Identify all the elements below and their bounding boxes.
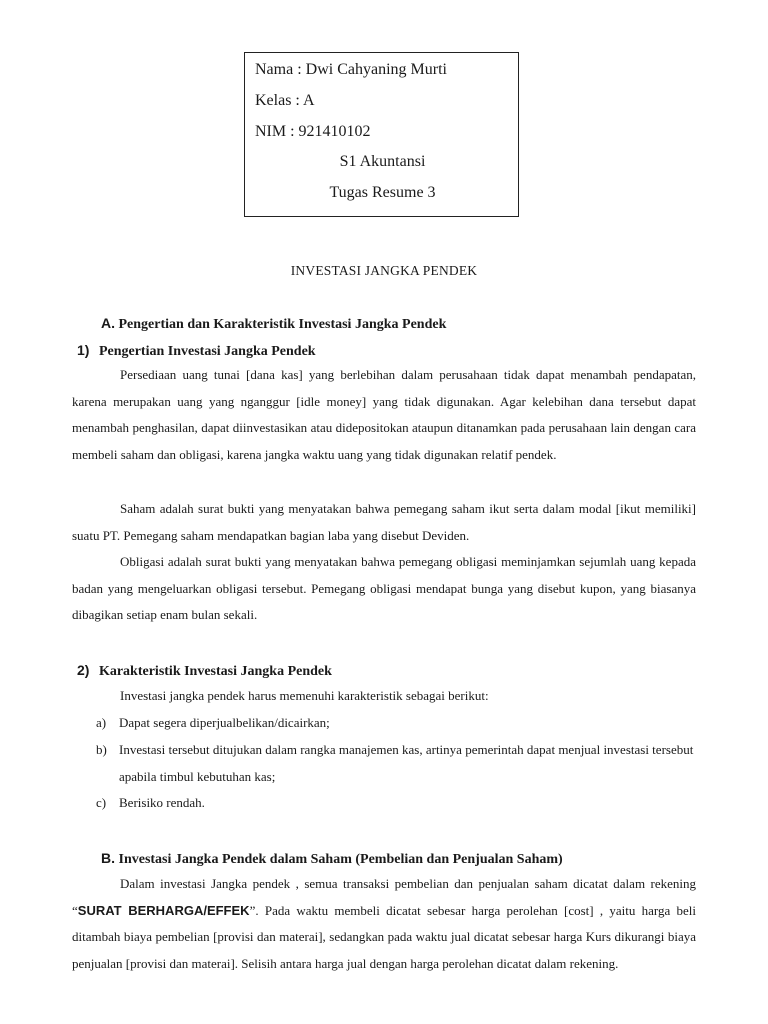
list-marker: c) — [96, 795, 107, 810]
subsection-2-heading — [77, 661, 332, 681]
surat-berharga-term: SURAT BERHARGA/EFFEK — [77, 902, 250, 918]
paragraph-obligasi: Obligasi adalah surat bukti yang menyatakan bahwa pemegang obligasi meminjamkan sejumlah uang kepada badan yang mengeluarkan obligasi tersebut. Pemegang obligasi mendapat bunga yang disebut kupon, yang biasanya dibagikan setiap enam bulan sekali. — [72, 554, 696, 623]
list-item-text: Berisiko rendah. — [119, 795, 205, 810]
section-b-heading-text: Investasi Jangka Pendek dalam Saham (Pembelian dan Penjualan Saham) — [118, 852, 563, 867]
student-nim: NIM : 921410102 — [255, 123, 371, 140]
list-marker: a) — [96, 715, 107, 730]
section-a-heading — [101, 314, 446, 334]
paragraph-definition: Persediaan uang tunai [dana kas] yang berlebihan dalam perusahaan tidak dapat menambah pendapatan, karena merupakan uang yang nganggur [idle money] yang tidak digunakan. Agar kelebihan dana tersebut dapat menambah penghasilan, dapat diinvestasikan atau didepositokan ataupun ditanamkan pada perusahaan lain dengan cara membeli saham dan obligasi, karena jangka waktu uang yang tidak digunakan relatif pendek. — [72, 367, 696, 463]
subsection-1-heading — [77, 341, 316, 361]
paragraph-saham-transactions — [72, 871, 696, 978]
document-title: INVESTASI JANGKA PENDEK — [290, 263, 478, 278]
study-program: S1 Akuntansi — [339, 153, 426, 170]
section-b-heading — [101, 849, 563, 869]
characteristics-intro: Investasi jangka pendek harus memenuhi karakteristik sebagai berikut: — [120, 688, 489, 703]
list-marker: b) — [96, 742, 107, 757]
list-item — [72, 737, 696, 790]
subsection-2-marker: 2) — [77, 662, 90, 678]
list-item — [72, 790, 696, 817]
subsection-1-marker: 1) — [77, 342, 90, 358]
list-item — [72, 710, 696, 737]
section-a-marker: A. — [101, 315, 115, 331]
student-name: Nama : Dwi Cahyaning Murti — [255, 61, 447, 78]
paragraph-saham: Saham adalah surat bukti yang menyatakan bahwa pemegang saham ikut serta dalam modal [ikut memiliki] suatu PT. Pemegang saham mendapatkan bagian laba yang disebut Deviden. — [72, 501, 696, 543]
paragraph-text-before: Dalam investasi Jangka pendek , semua transaksi pembelian dan penjualan saham dicatat dalam rekening “ — [72, 876, 696, 918]
list-item-text: Dapat segera diperjualbelikan/dicairkan; — [119, 715, 330, 730]
section-a-heading-text: Pengertian dan Karakteristik Investasi Jangka Pendek — [118, 317, 447, 332]
paragraph-text-after: ”. Pada waktu membeli dicatat sebesar harga perolehan [cost] , yaitu harga beli ditambah biaya pembelian [provisi dan materai], sedangkan pada waktu jual dicatat sebesar harga Kurs dikurangi biaya penjualan [provisi dan materai]. Selisih antara harga jual dengan harga perolehan dicatat dalam rekening. — [72, 902, 696, 972]
subsection-2-heading-text: Karakteristik Investasi Jangka Pendek — [98, 664, 332, 679]
list-item-text: Investasi tersebut ditujukan dalam rangka manajemen kas, artinya pemerintah dapat menjual investasi tersebut apabila timbul kebutuhan kas; — [119, 742, 694, 784]
section-b-marker: B. — [101, 850, 115, 866]
student-class: Kelas : A — [255, 92, 315, 109]
student-identity-box — [244, 52, 519, 217]
subsection-1-heading-text: Pengertian Investasi Jangka Pendek — [98, 344, 316, 359]
assignment-title: Tugas Resume 3 — [329, 184, 436, 201]
